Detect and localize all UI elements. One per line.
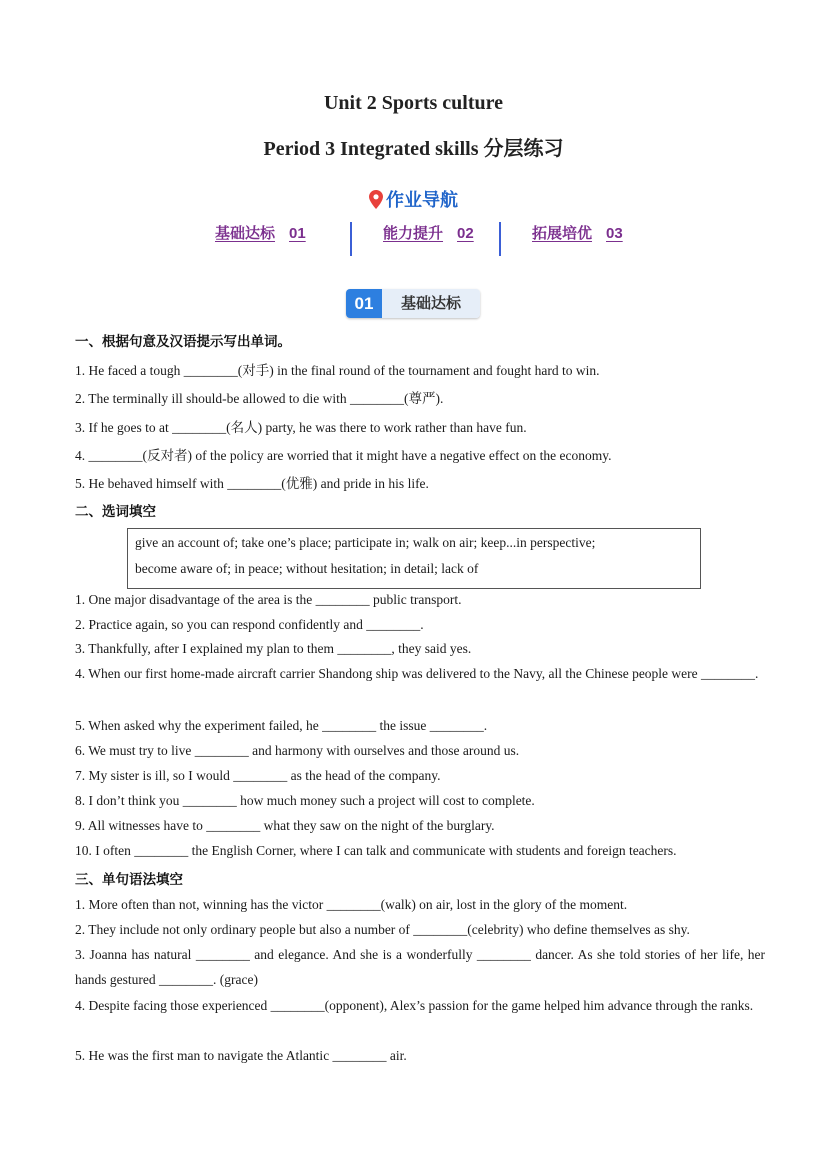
section2-item: 8. I don’t think you ________ how much money such a project will cost to complete.: [75, 793, 535, 808]
badge-text: 基础达标: [382, 289, 480, 318]
word-bank-line: give an account of; take one’s place; participate in; walk on air; keep...in perspective;: [135, 535, 596, 550]
section3-item: 2. They include not only ordinary people but also a number of ________(celebrity) who define themselves as shy.: [75, 922, 690, 937]
section2-item: 3. Thankfully, after I explained my plan to them ________, they said yes.: [75, 641, 472, 656]
section2-heading: 二、选词填空: [75, 504, 156, 520]
section2-item: 7. My sister is ill, so I would ________ as the head of the company.: [75, 768, 441, 783]
nav-link-label: 拓展培优: [532, 224, 593, 242]
homework-nav-links: [0, 222, 827, 256]
section2-item: 5. When asked why the experiment failed, he ________ the issue ________.: [75, 718, 488, 733]
nav-link-label: 基础达标: [215, 224, 276, 242]
section1-item: 4. ________(反对者) of the policy are worried that it might have a negative effect on the economy.: [75, 448, 612, 463]
location-pin-icon: [369, 190, 383, 214]
nav-heading-text: 作业导航: [386, 190, 458, 211]
period-title: Period 3 Integrated skills 分层练习: [263, 138, 564, 160]
section1-item: 3. If he goes to at ________(名人) party, he was there to work rather than have fun.: [75, 420, 527, 435]
section2-item: 2. Practice again, so you can respond confidently and ________.: [75, 617, 424, 632]
word-bank-line: become aware of; in peace; without hesitation; in detail; lack of: [135, 561, 479, 576]
nav-link-label: 能力提升: [383, 224, 444, 242]
section2-item: 1. One major disadvantage of the area is the ________ public transport.: [75, 592, 462, 607]
section3-heading: 三、单句语法填空: [75, 872, 183, 888]
section2-item: 6. We must try to live ________ and harmony with ourselves and those around us.: [75, 743, 520, 758]
section2-item: 10. I often ________ the English Corner, where I can talk and communicate with students and foreign teachers.: [75, 843, 677, 858]
nav-link-basic[interactable]: [215, 222, 306, 243]
nav-link-ability[interactable]: [383, 222, 474, 243]
homework-nav-heading: [0, 186, 827, 214]
section1-item: 2. The terminally ill should-be allowed to die with ________(尊严).: [75, 391, 444, 406]
nav-link-num: 02: [457, 225, 474, 242]
nav-divider: [499, 222, 501, 256]
section3-item: 3. Joanna has natural ________ and elegance. And she is a wonderfully ________ dancer. As she told stories of her life, her hands gestured ________. (grace): [75, 947, 765, 987]
nav-link-num: 03: [606, 225, 623, 242]
nav-link-extension[interactable]: [532, 222, 623, 243]
word-bank-box: [127, 528, 701, 589]
section2-item: 4. When our first home-made aircraft carrier Shandong ship was delivered to the Navy, all the Chinese people were ________.: [75, 666, 759, 681]
section2-item: 9. All witnesses have to ________ what they saw on the night of the burglary.: [75, 818, 495, 833]
section1-item: 1. He faced a tough ________(对手) in the final round of the tournament and fought hard to win.: [75, 363, 600, 378]
unit-title: Unit 2 Sports culture: [323, 92, 504, 114]
section3-item: 4. Despite facing those experienced ________(opponent), Alex’s passion for the game helped him advance through the ranks.: [75, 998, 754, 1013]
section3-item: 1. More often than not, winning has the victor ________(walk) on air, lost in the glory of the moment.: [75, 897, 628, 912]
section-badge: [346, 289, 480, 318]
section1-heading: 一、根据句意及汉语提示写出单词。: [75, 334, 291, 350]
nav-divider: [350, 222, 352, 256]
section3-item: 5. He was the first man to navigate the Atlantic ________ air.: [75, 1048, 407, 1063]
nav-link-num: 01: [289, 225, 306, 242]
badge-number: 01: [346, 289, 382, 318]
section1-item: 5. He behaved himself with ________(优雅) and pride in his life.: [75, 476, 429, 491]
